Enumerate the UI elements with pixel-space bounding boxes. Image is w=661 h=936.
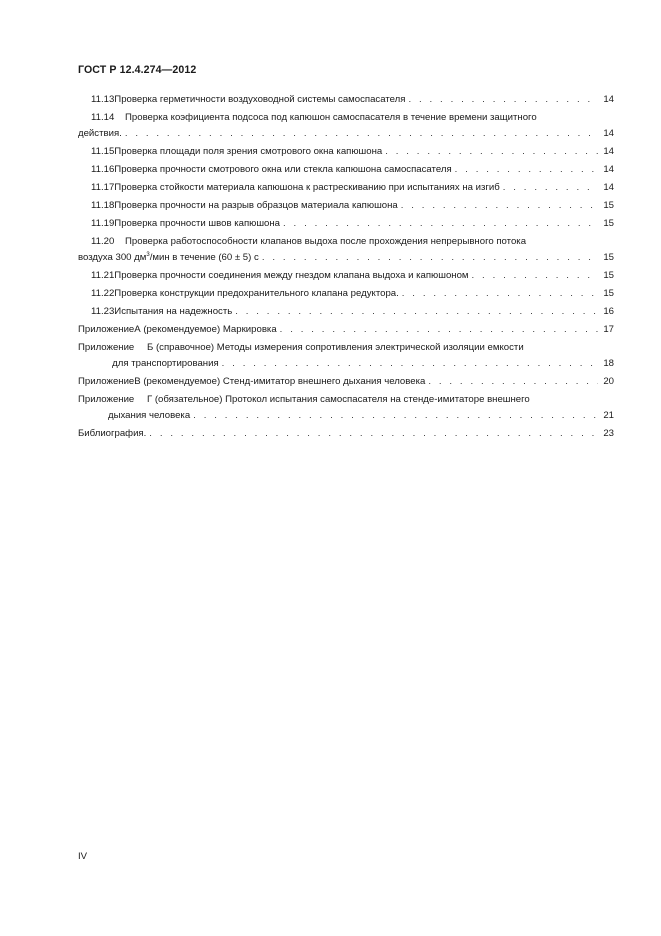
toc-entry-appendix-v[interactable] — [78, 376, 614, 394]
toc-entry-11-23[interactable] — [78, 306, 614, 324]
toc-entry-title-line2: дыхания человека — [108, 410, 191, 421]
toc-entry-11-19[interactable] — [78, 218, 614, 236]
toc-entry-title: Проверка герметичности воздуховодной системы самоспасателя — [114, 94, 406, 105]
toc-entry-page: 14 — [603, 146, 614, 157]
dot-leader — [402, 288, 598, 299]
table-of-contents — [78, 94, 614, 446]
toc-entry-title-line1: Г (обязательное) Протокол испытания самоспасателя на стенде-имитаторе внешнего — [147, 394, 530, 405]
toc-entry-11-18[interactable] — [78, 200, 614, 218]
toc-entry-page: 14 — [603, 128, 614, 139]
dot-leader — [401, 200, 598, 211]
toc-entry-title-line2: действия. — [78, 128, 122, 139]
toc-entry-page: 15 — [603, 200, 614, 211]
toc-entry-title: Проверка площади поля зрения смотрового окна капюшона — [114, 146, 383, 157]
toc-entry-title: Испытания на надежность — [114, 306, 233, 317]
dot-leader — [385, 146, 598, 157]
toc-entry-number: 11.13 — [91, 94, 115, 105]
dot-leader — [280, 324, 598, 335]
dot-leader — [503, 182, 598, 193]
toc-entry-11-20[interactable] — [78, 236, 614, 270]
toc-entry-11-14[interactable] — [78, 112, 614, 146]
toc-entry-11-13[interactable] — [78, 94, 614, 112]
page-number: IV — [78, 851, 88, 862]
toc-entry-11-15[interactable] — [78, 146, 614, 164]
toc-entry-title: Проверка конструкции предохранительного клапана редуктора. — [114, 288, 399, 299]
dot-leader — [222, 358, 598, 369]
toc-entry-title: Проверка прочности на разрыв образцов материала капюшона — [114, 200, 398, 211]
toc-entry-bibliography[interactable] — [78, 428, 614, 446]
dot-leader — [149, 428, 598, 439]
title-part: /мин в течение (60 ± 5) с — [149, 252, 259, 263]
toc-entry-title: Проверка прочности соединения между гнездом клапана выдоха и капюшоном — [114, 270, 469, 281]
toc-entry-11-22[interactable] — [78, 288, 614, 306]
toc-entry-page: 15 — [603, 252, 614, 263]
dot-leader — [235, 306, 598, 317]
appendix-label: Приложение — [78, 376, 135, 387]
dot-leader — [125, 128, 598, 139]
toc-entry-title-line1: Проверка работоспособности клапанов выдоха после прохождения непрерывного потока — [125, 236, 527, 247]
toc-entry-page: 23 — [603, 428, 614, 439]
toc-entry-title: Проверка прочности швов капюшона — [114, 218, 281, 229]
toc-entry-page: 14 — [603, 94, 614, 105]
toc-entry-title: Проверка стойкости материала капюшона к растрескиванию при испытаниях на изгиб — [114, 182, 500, 193]
toc-entry-title: В (рекомендуемое) Стенд-имитатор внешнего дыхания человека — [134, 376, 426, 387]
toc-entry-title-line2: для транспортирования — [112, 358, 219, 369]
dot-leader — [472, 270, 598, 281]
dot-leader — [283, 218, 598, 229]
toc-entry-appendix-a[interactable] — [78, 324, 614, 342]
toc-entry-number: 11.20 — [91, 236, 115, 247]
toc-entry-title: А (рекомендуемое) Маркировка — [134, 324, 277, 335]
superscript: 3 — [146, 252, 150, 258]
toc-entry-number: 11.15 — [91, 146, 115, 157]
toc-entry-page: 18 — [603, 358, 614, 369]
toc-entry-number: 11.16 — [91, 164, 115, 175]
toc-entry-appendix-b[interactable] — [78, 342, 614, 376]
toc-entry-title-line2 — [78, 252, 259, 263]
dot-leader — [262, 252, 598, 263]
toc-entry-title-line1: Проверка коэфициента подсоса под капюшон самоспасателя в течение времени защитного — [125, 112, 537, 123]
toc-entry-page: 15 — [603, 270, 614, 281]
appendix-label: Приложение — [78, 324, 135, 335]
toc-entry-number: 11.22 — [91, 288, 115, 299]
dot-leader — [408, 94, 598, 105]
title-part: воздуха 300 дм — [78, 252, 147, 263]
toc-entry-page: 15 — [603, 218, 614, 229]
toc-entry-11-17[interactable] — [78, 182, 614, 200]
appendix-label: Приложение — [78, 394, 135, 405]
toc-entry-11-16[interactable] — [78, 164, 614, 182]
toc-entry-page: 16 — [603, 306, 614, 317]
dot-leader — [455, 164, 598, 175]
toc-entry-title: Проверка прочности смотрового окна или стекла капюшона самоспасателя — [114, 164, 452, 175]
toc-entry-number: 11.14 — [91, 112, 115, 123]
document-header: ГОСТ Р 12.4.274—2012 — [78, 64, 197, 76]
toc-entry-page: 21 — [603, 410, 614, 421]
toc-entry-11-21[interactable] — [78, 270, 614, 288]
toc-entry-number: 11.19 — [91, 218, 115, 229]
appendix-label: Приложение — [78, 342, 135, 353]
toc-entry-page: 15 — [603, 288, 614, 299]
toc-entry-number: 11.21 — [91, 270, 115, 281]
toc-entry-title: Библиография. — [78, 428, 147, 439]
toc-entry-number: 11.18 — [91, 200, 115, 211]
toc-entry-number: 11.23 — [91, 306, 115, 317]
toc-entry-number: 11.17 — [91, 182, 115, 193]
dot-leader — [428, 376, 598, 387]
toc-entry-appendix-g[interactable] — [78, 394, 614, 428]
dot-leader — [193, 410, 598, 421]
toc-entry-title-line1: Б (справочное) Методы измерения сопротивления электрической изоляции емкости — [147, 342, 524, 353]
toc-entry-page: 14 — [603, 164, 614, 175]
toc-entry-page: 14 — [603, 182, 614, 193]
toc-entry-page: 20 — [603, 376, 614, 387]
toc-entry-page: 17 — [603, 324, 614, 335]
